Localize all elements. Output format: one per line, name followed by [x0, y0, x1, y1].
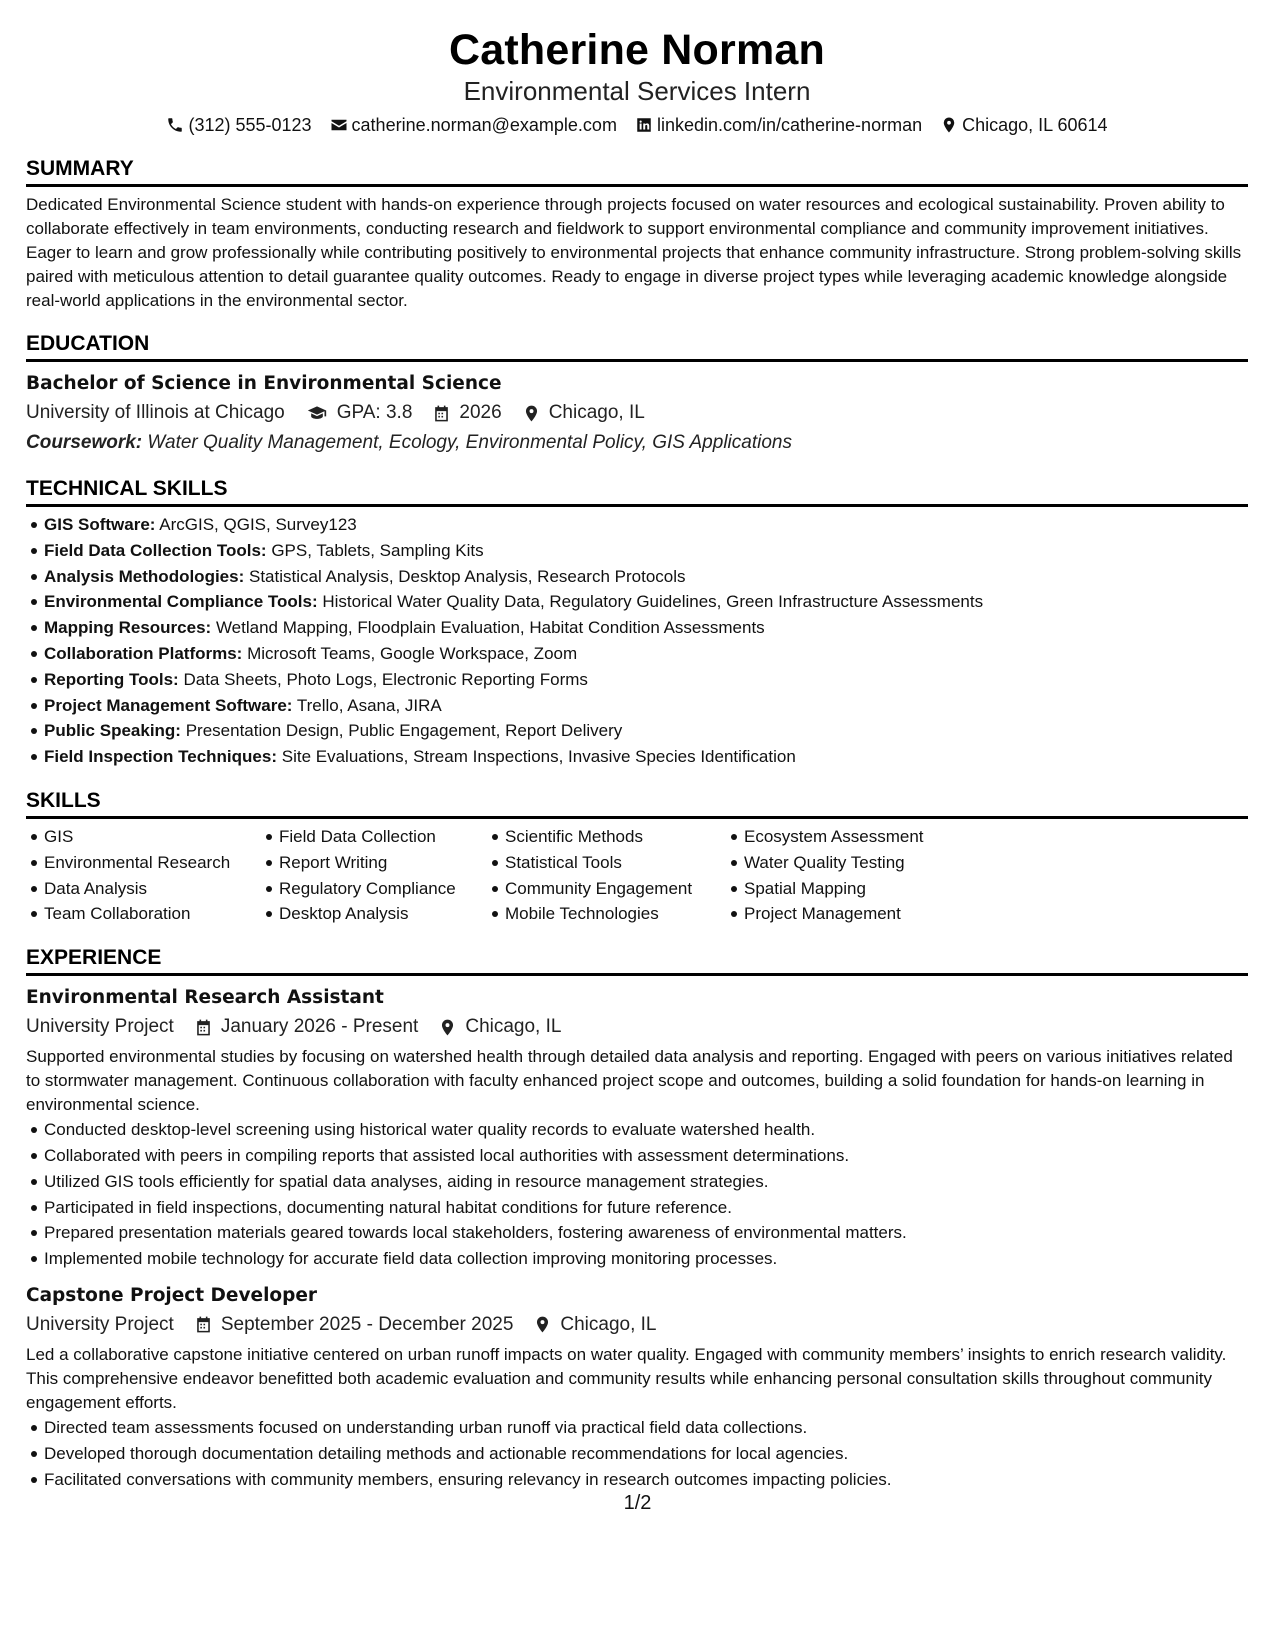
list-item: Collaborated with peers in compiling reports that assisted local authorities with assessment determinations.	[26, 1143, 1248, 1169]
list-item	[26, 718, 1248, 744]
summary-text: Dedicated Environmental Science student with hands-on experience through projects focused on water resources and ecological sustainability. Proven ability to collaborate effectively in team environments, conducting research and fieldwork to support environmental compliance and community improvement initiatives. Eager to learn and grow professionally while contributing positively to environmental projects that enhance community infrastructure. Strong problem-solving skills paired with meticulous attention to detail guarantee quality outcomes. Ready to engage in diverse project types while leveraging academic knowledge alongside real-world applications in the environmental sector.	[26, 195, 1242, 310]
skill-value: Historical Water Quality Data, Regulatory Guidelines, Green Infrastructure Assessments	[322, 592, 984, 612]
list-item: Facilitated conversations with community members, ensuring relevancy in research outcomes impacting policies.	[26, 1467, 1248, 1493]
list-item: Desktop Analysis	[261, 901, 487, 927]
list-item: Water Quality Testing	[726, 850, 976, 876]
phone-icon	[166, 116, 184, 134]
list-item: Participated in field inspections, documenting natural habitat conditions for future reference.	[26, 1195, 1248, 1221]
candidate-name: Catherine Norman	[449, 26, 825, 74]
job-org: University Project	[26, 1313, 174, 1335]
candidate-role: Environmental Services Intern	[463, 76, 811, 106]
summary-heading: SUMMARY	[26, 154, 1248, 187]
job-summary: Supported environmental studies by focusing on watershed health through detailed data analysis and reporting. Engaged with peers on various initiatives related to stormwater management. Continuous collaboration with faculty enhanced project scope and outcomes, building a solid foundation for hands-on learning in environmental science.	[26, 1047, 1233, 1115]
list-item: Project Management	[726, 901, 976, 927]
resume-page	[26, 0, 1248, 1650]
list-item: GIS	[26, 824, 261, 850]
job-dates: January 2026 - Present	[220, 1016, 419, 1038]
skill-label: GIS Software:	[44, 515, 156, 534]
education-section	[26, 329, 1248, 458]
skills-column	[487, 824, 726, 927]
skill-label: Public Speaking:	[44, 721, 181, 741]
list-item: Prepared presentation materials geared towards local stakeholders, fostering awareness of environmental matters.	[26, 1220, 1248, 1246]
contact-location	[940, 112, 1107, 138]
list-item	[26, 744, 1248, 770]
resume-header	[26, 22, 1248, 138]
page-number: 1/2	[623, 1492, 652, 1514]
calendar-icon	[432, 404, 451, 423]
skill-value: Wetland Mapping, Floodplain Evaluation, Habitat Condition Assessments	[215, 618, 765, 638]
list-item: Environmental Research	[26, 850, 261, 876]
education-meta	[26, 398, 1248, 428]
skill-label: Field Data Collection Tools:	[44, 540, 267, 560]
list-item: Spatial Mapping	[726, 876, 976, 902]
school-location: Chicago, IL	[548, 402, 645, 423]
calendar-icon	[194, 1018, 213, 1037]
coursework-line	[26, 428, 1248, 458]
job-location: Chicago, IL	[560, 1313, 657, 1335]
list-item	[26, 641, 1248, 667]
list-item	[26, 693, 1248, 719]
skills-column	[726, 824, 976, 927]
skill-value: Site Evaluations, Stream Inspections, Invasive Species Identification	[281, 747, 796, 767]
technical-skills-section	[26, 474, 1248, 770]
list-item: Directed team assessments focused on understanding urban runoff via practical field data collections.	[26, 1415, 1248, 1441]
skill-label: Reporting Tools:	[44, 669, 179, 689]
skill-label: Collaboration Platforms:	[44, 643, 243, 663]
list-item: Utilized GIS tools efficiently for spatial data analyses, aiding in resource management strategies.	[26, 1169, 1248, 1195]
linkedin-icon	[635, 116, 653, 134]
skills-grid	[26, 824, 1248, 927]
email-text: catherine.norman@example.com	[351, 115, 617, 135]
list-item: Conducted desktop-level screening using historical water quality records to evaluate watershed health.	[26, 1117, 1248, 1143]
map-pin-icon	[533, 1315, 552, 1334]
skill-label: Project Management Software:	[44, 695, 293, 715]
list-item: Field Data Collection	[261, 824, 487, 850]
list-item	[26, 564, 1248, 590]
coursework-label: Coursework:	[26, 432, 143, 453]
list-item: Community Engagement	[487, 876, 726, 902]
technical-skills-list	[26, 512, 1248, 770]
list-item: Regulatory Compliance	[261, 876, 487, 902]
job-bullets	[26, 1117, 1248, 1272]
job-dates: September 2025 - December 2025	[220, 1313, 514, 1335]
coursework-text: Water Quality Management, Ecology, Environmental Policy, GIS Applications	[147, 432, 792, 453]
education-heading: EDUCATION	[26, 329, 1248, 362]
phone-text: (312) 555-0123	[188, 115, 312, 135]
skills-section	[26, 786, 1248, 927]
degree-title: Bachelor of Science in Environmental Science	[26, 373, 502, 394]
job-org: University Project	[26, 1016, 174, 1038]
skills-column	[26, 824, 261, 927]
list-item: Scientific Methods	[487, 824, 726, 850]
calendar-icon	[194, 1315, 213, 1334]
skill-value: Microsoft Teams, Google Workspace, Zoom	[247, 643, 578, 663]
envelope-icon	[330, 116, 348, 134]
list-item	[26, 538, 1248, 564]
contact-phone[interactable]	[166, 112, 311, 138]
list-item: Developed thorough documentation detailing methods and actionable recommendations for local agencies.	[26, 1441, 1248, 1467]
list-item	[26, 589, 1248, 615]
experience-section	[26, 943, 1248, 1492]
summary-section	[26, 154, 1248, 313]
contact-bar	[26, 112, 1248, 138]
job-summary: Led a collaborative capstone initiative centered on urban runoff impacts on water quality. Engaged with community members’ insights to enrich research validity. This comprehensive endeavor benefitted both academic evaluation and community results while enhancing personal consultation skills throughout community engagement efforts.	[26, 1344, 1227, 1412]
list-item	[26, 615, 1248, 641]
job-meta	[26, 1310, 1248, 1340]
graduation-year: 2026	[459, 402, 502, 423]
job-title: Environmental Research Assistant	[26, 987, 384, 1009]
skill-value: Data Sheets, Photo Logs, Electronic Reporting Forms	[183, 669, 588, 689]
skill-label: Field Inspection Techniques:	[44, 747, 277, 767]
gpa-text: GPA: 3.8	[336, 402, 413, 423]
map-pin-icon	[438, 1018, 457, 1037]
list-item	[26, 512, 1248, 538]
list-item: Statistical Tools	[487, 850, 726, 876]
school-name: University of Illinois at Chicago	[26, 402, 285, 423]
map-pin-icon	[940, 116, 958, 134]
skill-value: Trello, Asana, JIRA	[296, 695, 442, 715]
job-location: Chicago, IL	[465, 1016, 562, 1038]
skill-value: ArcGIS, QGIS, Survey123	[159, 515, 357, 534]
skill-value: GPS, Tablets, Sampling Kits	[271, 540, 484, 560]
skills-column	[261, 824, 487, 927]
list-item: Mobile Technologies	[487, 901, 726, 927]
map-pin-icon	[522, 404, 541, 423]
job-meta	[26, 1012, 1248, 1042]
job-entry	[26, 984, 1248, 1272]
experience-heading: EXPERIENCE	[26, 943, 1248, 976]
job-title: Capstone Project Developer	[26, 1284, 318, 1306]
location-text: Chicago, IL 60614	[962, 115, 1108, 135]
list-item: Data Analysis	[26, 876, 261, 902]
linkedin-text: linkedin.com/in/catherine-norman	[656, 115, 923, 135]
contact-linkedin[interactable]	[635, 112, 922, 138]
list-item: Team Collaboration	[26, 901, 261, 927]
skill-label: Mapping Resources:	[44, 618, 212, 638]
skill-label: Analysis Methodologies:	[44, 566, 245, 586]
technical-skills-heading: TECHNICAL SKILLS	[26, 474, 1248, 507]
skill-label: Environmental Compliance Tools:	[44, 592, 318, 612]
graduation-cap-icon	[305, 403, 329, 423]
list-item: Implemented mobile technology for accurate field data collection improving monitoring processes.	[26, 1246, 1248, 1272]
contact-email[interactable]	[330, 112, 617, 138]
skills-heading: SKILLS	[26, 786, 1248, 819]
skill-value: Statistical Analysis, Desktop Analysis, Research Protocols	[248, 566, 686, 586]
list-item: Ecosystem Assessment	[726, 824, 976, 850]
skill-value: Presentation Design, Public Engagement, Report Delivery	[185, 721, 623, 741]
list-item	[26, 667, 1248, 693]
list-item: Report Writing	[261, 850, 487, 876]
job-bullets	[26, 1415, 1248, 1492]
job-entry	[26, 1282, 1248, 1492]
